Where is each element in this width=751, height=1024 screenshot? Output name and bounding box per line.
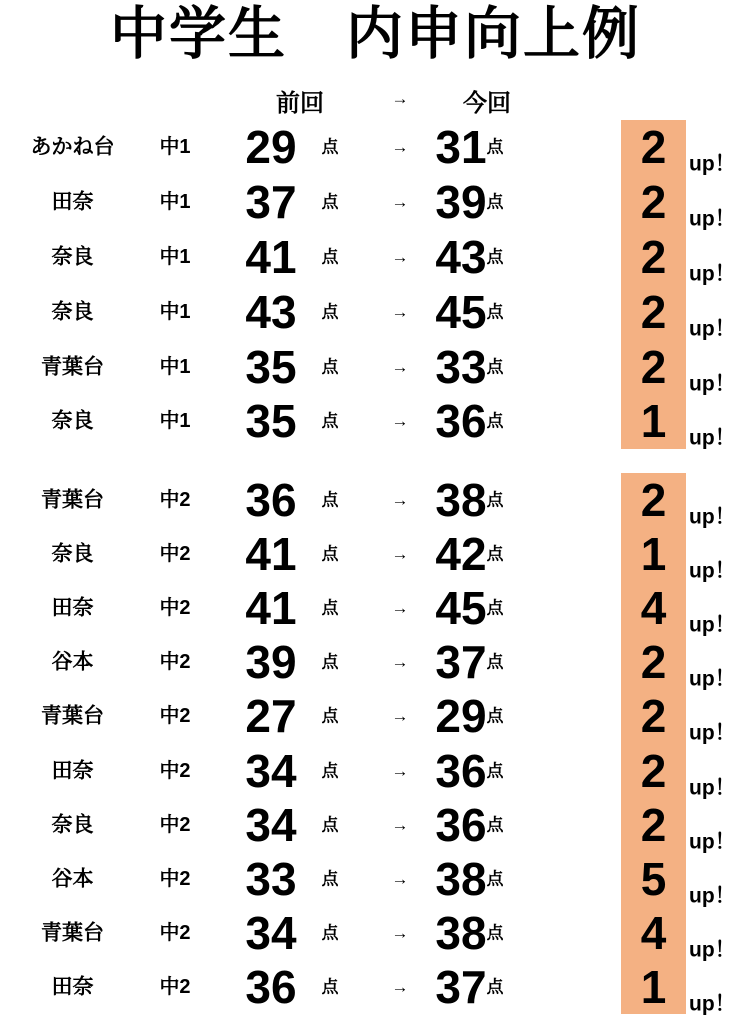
up-label: up！ bbox=[689, 426, 736, 450]
previous-score: 27 bbox=[245, 690, 297, 743]
current-score: 38 bbox=[435, 474, 487, 527]
arrow-icon: → bbox=[391, 192, 409, 212]
previous-score: 41 bbox=[245, 528, 297, 581]
up-label: up！ bbox=[689, 776, 736, 800]
arrow-icon: → bbox=[391, 411, 409, 431]
up-label: up！ bbox=[689, 992, 736, 1016]
score-unit: 点 bbox=[321, 869, 339, 889]
current-score: 31 bbox=[435, 121, 487, 174]
score-unit: 点 bbox=[486, 761, 504, 781]
current-score: 43 bbox=[435, 230, 487, 283]
table-row bbox=[0, 473, 751, 527]
school-name: 奈良 bbox=[51, 813, 94, 837]
score-unit: 点 bbox=[486, 652, 504, 672]
score-unit: 点 bbox=[486, 192, 504, 212]
score-unit: 点 bbox=[486, 247, 504, 267]
previous-score: 41 bbox=[245, 582, 297, 635]
school-name: 青葉台 bbox=[41, 355, 104, 379]
table-row bbox=[0, 798, 751, 852]
up-value: 1 bbox=[640, 528, 667, 581]
arrow-icon: → bbox=[391, 923, 409, 943]
up-value: 2 bbox=[640, 285, 667, 338]
current-score: 42 bbox=[435, 528, 487, 581]
up-value: 2 bbox=[640, 176, 667, 229]
previous-score: 34 bbox=[245, 744, 297, 797]
previous-score: 36 bbox=[245, 474, 297, 527]
table-row bbox=[0, 635, 751, 689]
arrow-icon: → bbox=[391, 869, 409, 889]
up-value: 2 bbox=[640, 230, 667, 283]
arrow-icon: → bbox=[391, 977, 409, 997]
grade-level: 中1 bbox=[159, 245, 191, 268]
arrow-icon: → bbox=[391, 357, 409, 377]
school-name: 奈良 bbox=[51, 300, 94, 324]
current-score: 33 bbox=[435, 340, 487, 393]
table-row bbox=[0, 906, 751, 960]
up-label: up！ bbox=[689, 372, 736, 396]
current-score: 39 bbox=[435, 176, 487, 229]
table-row bbox=[0, 284, 751, 339]
grade-level: 中1 bbox=[159, 355, 191, 378]
current-score: 36 bbox=[435, 744, 487, 797]
table-row bbox=[0, 960, 751, 1014]
table-row bbox=[0, 581, 751, 635]
up-value: 4 bbox=[640, 906, 667, 959]
score-unit: 点 bbox=[321, 598, 339, 618]
up-label: up！ bbox=[689, 830, 736, 854]
current-score: 45 bbox=[435, 582, 487, 635]
up-value: 2 bbox=[640, 474, 667, 527]
grade-level: 中2 bbox=[159, 921, 191, 944]
table-row bbox=[0, 339, 751, 394]
grade-level: 中2 bbox=[159, 489, 191, 512]
score-unit: 点 bbox=[321, 357, 339, 377]
up-label: up！ bbox=[689, 152, 736, 176]
arrow-icon: → bbox=[391, 815, 409, 835]
score-unit: 点 bbox=[321, 652, 339, 672]
school-name: 田奈 bbox=[51, 975, 94, 999]
previous-score: 43 bbox=[245, 285, 297, 338]
up-label: up！ bbox=[689, 938, 736, 962]
arrow-icon: → bbox=[391, 544, 409, 564]
up-label: up！ bbox=[689, 317, 736, 341]
score-unit: 点 bbox=[321, 490, 339, 510]
section bbox=[0, 120, 751, 449]
arrow-icon: → bbox=[391, 706, 409, 726]
score-unit: 点 bbox=[321, 815, 339, 835]
up-label: up！ bbox=[689, 721, 736, 745]
score-unit: 点 bbox=[486, 869, 504, 889]
school-name: 田奈 bbox=[51, 596, 94, 620]
up-label: up！ bbox=[689, 505, 736, 529]
up-label: up！ bbox=[689, 884, 736, 908]
arrow-icon: → bbox=[391, 137, 409, 157]
score-unit: 点 bbox=[486, 977, 504, 997]
arrow-icon: → bbox=[391, 302, 409, 322]
grade-level: 中2 bbox=[159, 651, 191, 674]
up-label: up！ bbox=[689, 559, 736, 583]
section bbox=[0, 473, 751, 1014]
arrow-icon: → bbox=[391, 652, 409, 672]
score-unit: 点 bbox=[486, 923, 504, 943]
arrow-icon: → bbox=[391, 598, 409, 618]
grade-level: 中2 bbox=[159, 813, 191, 836]
current-score: 38 bbox=[435, 852, 487, 905]
current-score: 36 bbox=[435, 798, 487, 851]
table-row bbox=[0, 527, 751, 581]
grade-level: 中2 bbox=[159, 975, 191, 998]
up-value: 2 bbox=[640, 798, 667, 851]
page-title: 中学生 内申向上例 bbox=[110, 2, 641, 66]
score-unit: 点 bbox=[321, 761, 339, 781]
grade-level: 中1 bbox=[159, 136, 191, 159]
table-row bbox=[0, 852, 751, 906]
school-name: 青葉台 bbox=[41, 921, 104, 945]
score-unit: 点 bbox=[321, 247, 339, 267]
score-unit: 点 bbox=[486, 137, 504, 157]
up-label: up！ bbox=[689, 613, 736, 637]
current-score: 37 bbox=[435, 960, 487, 1013]
up-value: 1 bbox=[640, 395, 667, 448]
column-header-previous: 前回 bbox=[276, 90, 324, 117]
school-name: あかね台 bbox=[30, 135, 115, 159]
previous-score: 36 bbox=[245, 960, 297, 1013]
grade-level: 中2 bbox=[159, 543, 191, 566]
score-unit: 点 bbox=[486, 544, 504, 564]
arrow-icon: → bbox=[391, 490, 409, 510]
grade-level: 中2 bbox=[159, 867, 191, 890]
school-name: 谷本 bbox=[51, 650, 94, 674]
score-unit: 点 bbox=[321, 192, 339, 212]
table-row bbox=[0, 689, 751, 743]
score-unit: 点 bbox=[321, 544, 339, 564]
table-row bbox=[0, 120, 751, 175]
grade-level: 中2 bbox=[159, 705, 191, 728]
score-unit: 点 bbox=[486, 598, 504, 618]
up-value: 2 bbox=[640, 121, 667, 174]
score-unit: 点 bbox=[486, 490, 504, 510]
current-score: 45 bbox=[435, 285, 487, 338]
table-row bbox=[0, 394, 751, 449]
up-label: up！ bbox=[689, 207, 736, 231]
current-score: 36 bbox=[435, 395, 487, 448]
up-value: 5 bbox=[640, 852, 667, 905]
current-score: 29 bbox=[435, 690, 487, 743]
school-name: 奈良 bbox=[51, 245, 94, 269]
grade-level: 中1 bbox=[159, 300, 191, 323]
previous-score: 29 bbox=[245, 121, 297, 174]
school-name: 奈良 bbox=[51, 542, 94, 566]
arrow-icon: → bbox=[391, 89, 409, 108]
grade-level: 中2 bbox=[159, 597, 191, 620]
score-unit: 点 bbox=[486, 357, 504, 377]
up-value: 1 bbox=[640, 960, 667, 1013]
up-label: up！ bbox=[689, 262, 736, 286]
table-row bbox=[0, 175, 751, 230]
school-name: 青葉台 bbox=[41, 704, 104, 728]
score-unit: 点 bbox=[486, 815, 504, 835]
score-unit: 点 bbox=[321, 977, 339, 997]
previous-score: 35 bbox=[245, 395, 297, 448]
previous-score: 35 bbox=[245, 340, 297, 393]
previous-score: 39 bbox=[245, 636, 297, 689]
grade-level: 中1 bbox=[159, 410, 191, 433]
school-name: 奈良 bbox=[51, 409, 94, 433]
up-label: up！ bbox=[689, 667, 736, 691]
score-unit: 点 bbox=[486, 302, 504, 322]
current-score: 38 bbox=[435, 906, 487, 959]
score-unit: 点 bbox=[321, 411, 339, 431]
current-score: 37 bbox=[435, 636, 487, 689]
up-value: 4 bbox=[640, 582, 667, 635]
score-unit: 点 bbox=[321, 923, 339, 943]
previous-score: 33 bbox=[245, 852, 297, 905]
table-row bbox=[0, 744, 751, 798]
up-value: 2 bbox=[640, 744, 667, 797]
school-name: 谷本 bbox=[51, 867, 94, 891]
school-name: 青葉台 bbox=[41, 488, 104, 512]
score-unit: 点 bbox=[321, 302, 339, 322]
arrow-icon: → bbox=[391, 761, 409, 781]
up-value: 2 bbox=[640, 690, 667, 743]
grade-level: 中2 bbox=[159, 759, 191, 782]
score-unit: 点 bbox=[321, 706, 339, 726]
column-header-current: 今回 bbox=[463, 90, 511, 117]
previous-score: 34 bbox=[245, 798, 297, 851]
table-row bbox=[0, 230, 751, 285]
score-unit: 点 bbox=[486, 411, 504, 431]
up-value: 2 bbox=[640, 340, 667, 393]
previous-score: 41 bbox=[245, 230, 297, 283]
score-unit: 点 bbox=[486, 706, 504, 726]
previous-score: 37 bbox=[245, 176, 297, 229]
school-name: 田奈 bbox=[51, 759, 94, 783]
up-value: 2 bbox=[640, 636, 667, 689]
school-name: 田奈 bbox=[51, 190, 94, 214]
previous-score: 34 bbox=[245, 906, 297, 959]
score-unit: 点 bbox=[321, 137, 339, 157]
grade-level: 中1 bbox=[159, 191, 191, 214]
arrow-icon: → bbox=[391, 247, 409, 267]
